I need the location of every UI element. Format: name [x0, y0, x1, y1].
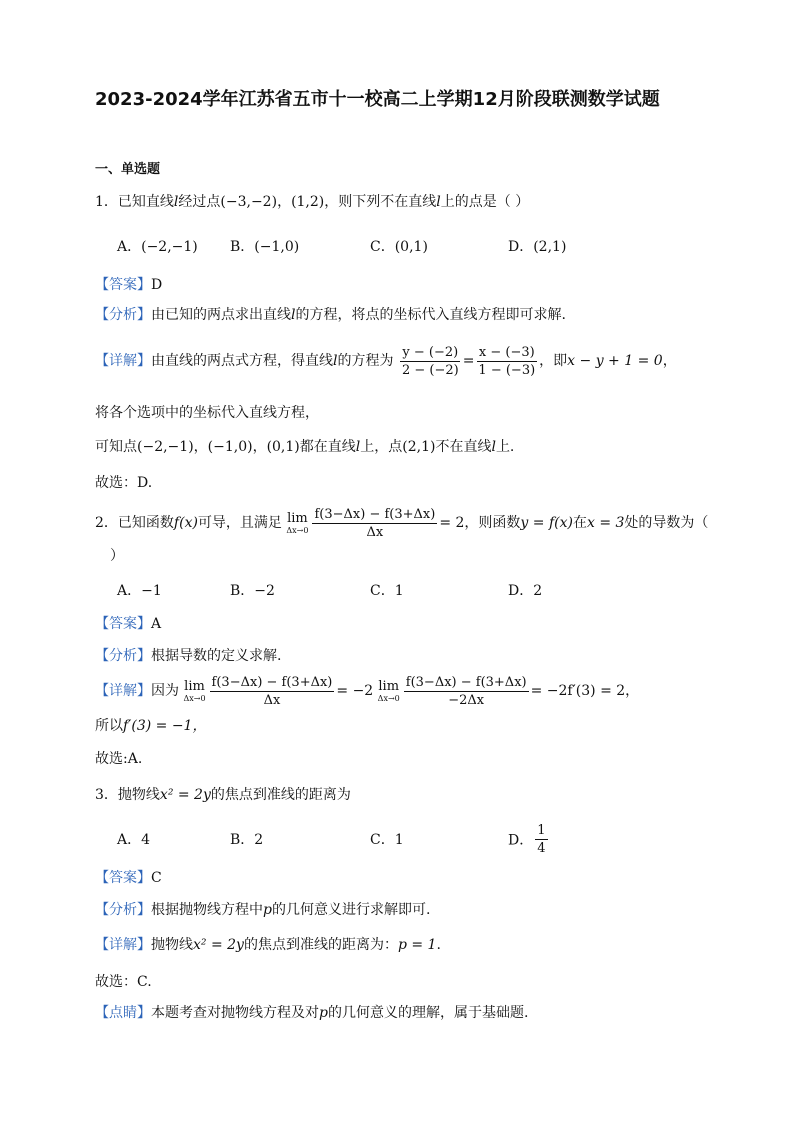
q3-stem: 3．抛物线x² = 2y的焦点到准线的距离为 — [95, 787, 351, 803]
q2-fraction: $\frac{f(3-\Delta x) - f(3+\Delta x)}{\Delta x}$ — [314, 506, 436, 540]
q2-option-c: C．1 — [370, 583, 404, 599]
q1-option-c: C．(0,1) — [370, 239, 428, 255]
q2-option-d: D．2 — [508, 583, 543, 599]
q1-analysis: 【分析】由已知的两点求出直线l的方程，将点的坐标代入直线方程即可求解. — [95, 307, 566, 323]
q3-option-a: A．4 — [117, 832, 151, 848]
q3-option-c: C．1 — [370, 832, 404, 848]
q3-option-d-fraction: $\frac{1}{4}$ — [537, 823, 546, 856]
q1-option-a: A．(−2,−1) — [117, 239, 198, 255]
q3-answer: 【答案】C — [95, 870, 162, 886]
q3-option-b: B．2 — [230, 832, 264, 848]
q3-detail: 【详解】抛物线x² = 2y的焦点到准线的距离为：p = 1. — [95, 937, 441, 953]
q1-option-b: B．(−1,0) — [230, 239, 300, 255]
q3-choose: 故选：C. — [95, 974, 152, 990]
q2-choose: 故选:A. — [95, 751, 143, 767]
q2-option-a: A．−1 — [117, 583, 162, 599]
q1-detail-line3: 可知点(−2,−1)，(−1,0)，(0,1)都在直线l上，点(2,1)不在直线l上. — [95, 439, 515, 455]
q2-detail-line2: 所以f′(3) = −1， — [95, 718, 207, 734]
q2-option-b: B．−2 — [230, 583, 275, 599]
q3-analysis: 【分析】根据抛物线方程中p的几何意义进行求解即可. — [95, 902, 431, 918]
q2-analysis: 【分析】根据导数的定义求解. — [95, 648, 282, 664]
q1-detail: 【详解】由直线的两点式方程，得直线l的方程为 $\frac{y - (-2)}{2 - (-2)}$ = $\frac{x - (-3)}{1 - (-3)}$ ，即x − y + 1 = 0， — [95, 344, 677, 378]
q2-limit: lim Δx→0 — [286, 510, 309, 535]
document-title: 2023-2024学年江苏省五市十一校高二上学期12月阶段联测数学试题 — [95, 89, 660, 110]
q2-detail: 【详解】因为 lim Δx→0 $\frac{f(3-\Delta x) - f(3+\Delta x)}{\Delta x}$ = −2 lim Δx→0 $\frac{f(3-\Delta x) - f(3+\Delta x)}{-2\Delta x}$ = −2f′(3) = 2， — [95, 674, 640, 708]
q1-stem: 1．已知直线l经过点(−3,−2)，(1,2)，则下列不在直线l上的点是（ ） — [95, 194, 530, 210]
q2-stem-close: ） — [110, 548, 124, 564]
section-heading: 一、单选题 — [95, 162, 161, 177]
q1-answer: 【答案】D — [95, 277, 163, 293]
q2-stem: 2．已知函数f(x)可导，且满足 lim Δx→0 $\frac{f(3-\Delta x) - f(3+\Delta x)}{\Delta x}$ = 2，则函数y = f(x)在x = 3处的导数为（ — [95, 506, 709, 540]
q1-detail-line2: 将各个选项中的坐标代入直线方程， — [95, 405, 319, 421]
q1-fraction-y: $\frac{y - (-2)}{2 - (-2)}$ — [401, 344, 459, 378]
q1-fraction-x: $\frac{x - (-3)}{1 - (-3)}$ — [478, 344, 536, 378]
q1-option-d: D．(2,1) — [508, 239, 567, 255]
q1-choose: 故选：D. — [95, 475, 153, 491]
q2-answer: 【答案】A — [95, 616, 162, 632]
q3-comment: 【点睛】本题考查对抛物线方程及对p的几何意义的理解，属于基础题. — [95, 1005, 529, 1021]
q3-option-d: D． $\frac{1}{4}$ — [508, 823, 546, 856]
